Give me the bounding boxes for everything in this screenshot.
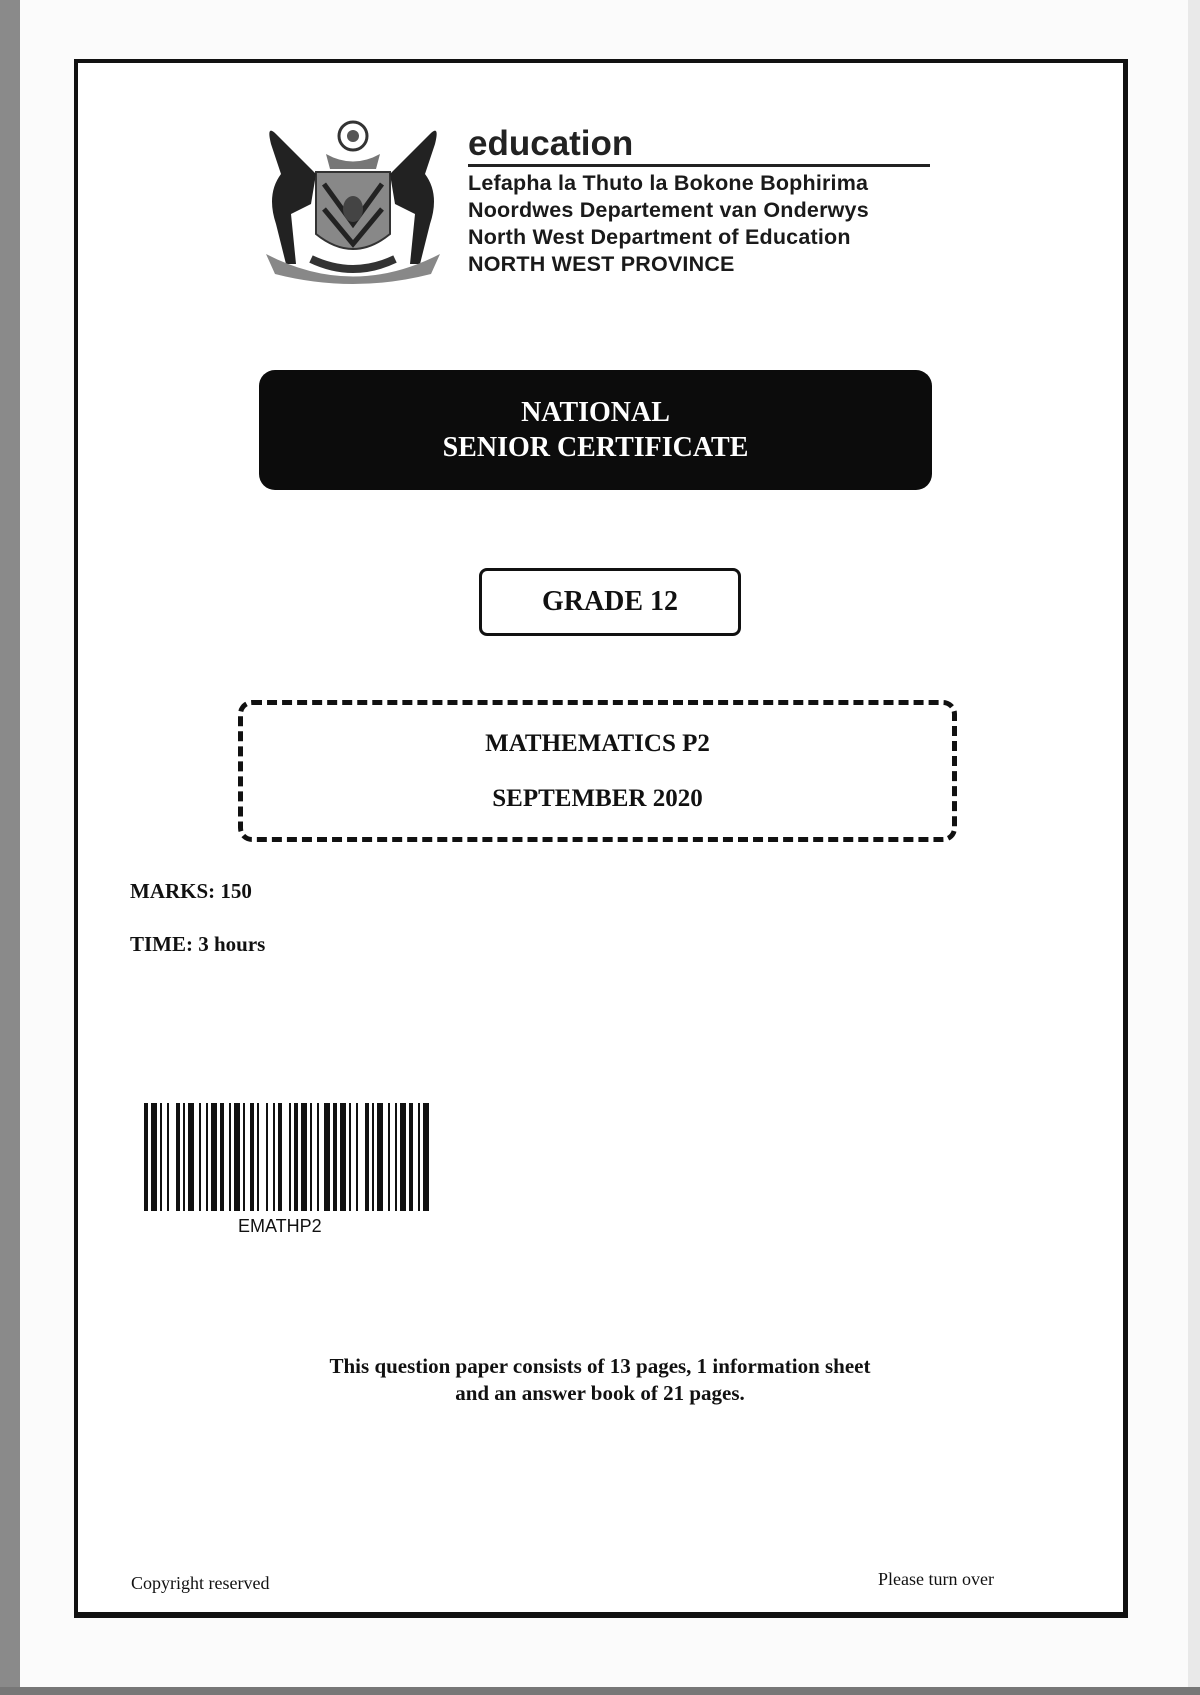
barcode-bar [183,1103,185,1211]
department-name-english: North West Department of Education [468,225,851,249]
barcode-bar [356,1103,358,1211]
barcode-bar [176,1103,180,1211]
barcode-bar [257,1103,259,1211]
barcode-bar [199,1103,201,1211]
barcode-bar [349,1103,351,1211]
barcode-bar [266,1103,268,1211]
certificate-line-2: SENIOR CERTIFICATE [442,432,749,463]
scan-edge-right [1188,0,1200,1695]
barcode-bar [372,1103,374,1211]
barcode-bar [151,1103,157,1211]
barcode-bar [206,1103,208,1211]
barcode-bar [273,1103,275,1211]
barcode-bar [188,1103,194,1211]
department-name-tswana: Lefapha la Thuto la Bokone Bophirima [468,171,869,195]
barcode-bar [167,1103,169,1211]
barcode-bar [377,1103,383,1211]
barcode-bar [229,1103,231,1211]
marks-total: MARKS: 150 [130,879,252,903]
paper-description-line-1: This question paper consists of 13 pages, 1 information sheet [329,1354,871,1378]
department-name-afrikaans: Noordwes Departement van Onderwys [468,198,869,222]
paper-description-line-2: and an answer book of 21 pages. [455,1381,745,1405]
barcode-bar [310,1103,312,1211]
barcode [144,1103,432,1211]
scan-edge-left [0,0,20,1695]
barcode-bar [243,1103,245,1211]
barcode-bar [317,1103,319,1211]
barcode-bar [301,1103,307,1211]
barcode-bar [409,1103,413,1211]
barcode-label: EMATHP2 [238,1216,322,1236]
barcode-bar [340,1103,346,1211]
barcode-bar [144,1103,148,1211]
scan-edge-bottom [0,1687,1200,1695]
barcode-bar [395,1103,397,1211]
certificate-line-1: NATIONAL [521,397,670,428]
barcode-bar [324,1103,330,1211]
barcode-bar [423,1103,429,1211]
barcode-bar [278,1103,282,1211]
barcode-bar [211,1103,217,1211]
province-name: NORTH WEST PROVINCE [468,252,735,276]
barcode-bar [234,1103,240,1211]
copyright-notice: Copyright reserved [131,1573,270,1593]
barcode-bar [294,1103,298,1211]
barcode-bar [289,1103,291,1211]
subject-name: MATHEMATICS P2 [485,730,710,757]
barcode-bar [418,1103,420,1211]
barcode-bar [365,1103,369,1211]
time-allowed: TIME: 3 hours [130,932,266,956]
barcode-bar [388,1103,390,1211]
certificate-banner [259,370,932,490]
barcode-bar [333,1103,337,1211]
barcode-bar [220,1103,224,1211]
exam-date: SEPTEMBER 2020 [492,785,703,812]
header-rule [468,164,930,167]
barcode-bar [160,1103,162,1211]
please-turn-over: Please turn over [878,1569,994,1589]
coat-of-arms-logo [256,114,450,286]
grade-box: GRADE 12 [479,568,741,636]
barcode-bar [400,1103,406,1211]
subject-box [238,700,957,842]
barcode-bar [250,1103,254,1211]
education-wordmark: education [468,124,634,163]
